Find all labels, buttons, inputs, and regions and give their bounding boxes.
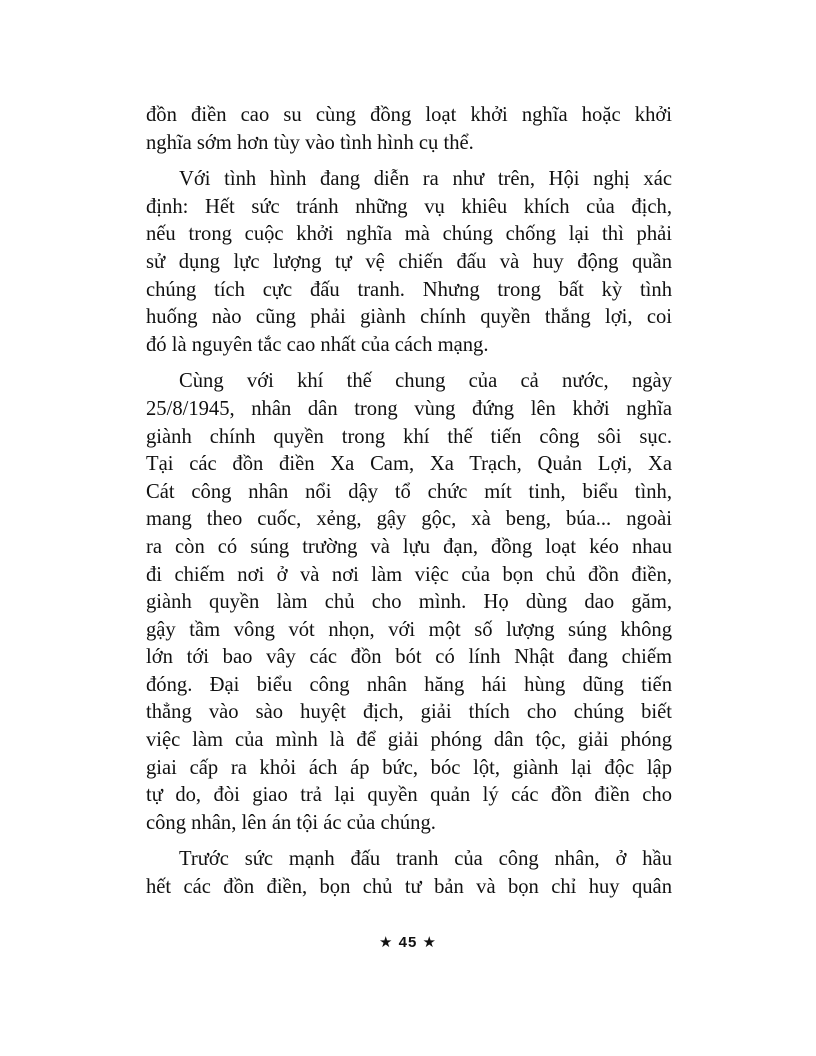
paragraph xyxy=(146,846,672,901)
text-line: nếu trong cuộc khởi nghĩa mà chúng chống lại thì phải xyxy=(146,223,672,246)
text-line: gậy tầm vông vót nhọn, với một số lượng súng không xyxy=(146,618,672,641)
text-line: chúng tích cực đấu tranh. Nhưng trong bất kỳ tình xyxy=(146,278,672,301)
text-line: đó là nguyên tắc cao nhất của cách mạng. xyxy=(146,333,489,356)
text-line: việc làm của mình là để giải phóng dân tộc, giải phóng xyxy=(146,729,672,752)
text-line: tự do, đòi giao trả lại quyền quản lý các đồn điền cho xyxy=(146,784,672,807)
text-line: giai cấp ra khỏi ách áp bức, bóc lột, giành lại độc lập xyxy=(146,756,672,779)
text-line: thẳng vào sào huyệt địch, giải thích cho chúng biết xyxy=(146,701,672,724)
text-line: sử dụng lực lượng tự vệ chiến đấu và huy động quần xyxy=(146,250,672,273)
text-line: Trước sức mạnh đấu tranh của công nhân, ở hầu xyxy=(179,848,672,871)
text-line: công nhân, lên án tội ác của chúng. xyxy=(146,811,436,834)
text-line: giành chính quyền trong khí thế tiến công sôi sục. xyxy=(146,425,672,448)
text-line: ra còn có súng trường và lựu đạn, đồng loạt kéo nhau xyxy=(146,535,672,558)
text-line: đóng. Đại biểu công nhân hăng hái hùng dũng tiến xyxy=(146,673,672,696)
text-line: lớn tới bao vây các đồn bót có lính Nhật đang chiếm xyxy=(146,646,672,669)
body-text xyxy=(146,102,672,911)
text-line: nghĩa sớm hơn tùy vào tình hình cụ thể. xyxy=(146,131,474,154)
paragraph xyxy=(146,368,672,837)
text-line: 25/8/1945, nhân dân trong vùng đứng lên khởi nghĩa xyxy=(146,397,672,420)
text-line: đi chiếm nơi ở và nơi làm việc của bọn chủ đồn điền, xyxy=(146,563,672,586)
text-line: Tại các đồn điền Xa Cam, Xa Trạch, Quản Lợi, Xa xyxy=(146,453,672,476)
text-line: huống nào cũng phải giành chính quyền thắng lợi, coi xyxy=(146,306,672,329)
text-line: Với tình hình đang diễn ra như trên, Hội nghị xác xyxy=(179,168,672,191)
text-line: định: Hết sức tránh những vụ khiêu khích của địch, xyxy=(146,195,672,218)
text-line: giành quyền làm chủ cho mình. Họ dùng dao găm, xyxy=(146,591,672,614)
text-line: mang theo cuốc, xẻng, gậy gộc, xà beng, búa... ngoài xyxy=(146,508,672,531)
text-line: đồn điền cao su cùng đồng loạt khởi nghĩa hoặc khởi xyxy=(146,104,672,126)
text-line: Cát công nhân nổi dậy tổ chức mít tinh, biểu tình, xyxy=(146,480,672,503)
page-number: ★ 45 ★ xyxy=(379,934,437,951)
text-line: hết các đồn điền, bọn chủ tư bản và bọn chỉ huy quân xyxy=(146,876,672,899)
paragraph xyxy=(146,166,672,359)
text-line: Cùng với khí thế chung của cả nước, ngày xyxy=(179,370,672,393)
paragraph xyxy=(146,102,672,157)
